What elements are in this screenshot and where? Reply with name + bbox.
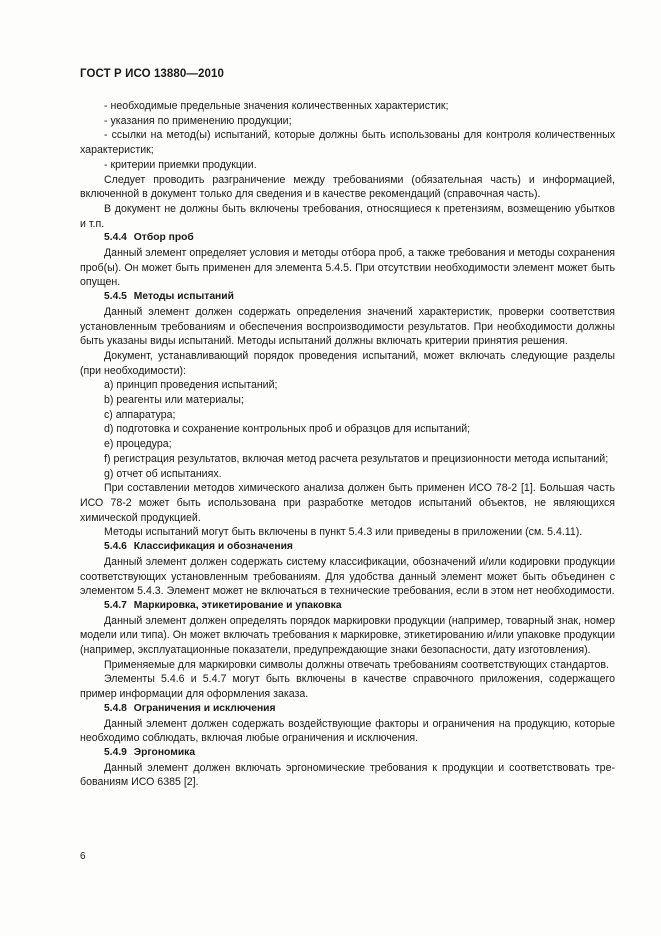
paragraph: Данный элемент должен определять порядок маркировки продукции (например, товарный знак, номер модели или типа). Он может включать требования к маркировке, этикетированию и/или упаковке продукции (например, эксплуатационные показатели, предупреждающие знаки безопасности, дату изготовления).	[80, 614, 615, 657]
list-item: - критерии приемки продукции.	[104, 158, 257, 171]
section-title: Маркировка, этикетирование и упаковка	[133, 599, 342, 611]
list-item	[80, 437, 615, 452]
section-title: Отбор проб	[133, 232, 194, 244]
section-title: Классификация и обозначения	[133, 541, 293, 553]
list-item	[80, 408, 615, 423]
list-item: - ссылки на метод(ы) испытаний, которые должны быть использованы для контроля количественных характеристик;	[80, 129, 615, 157]
paragraph: Применяемые для маркировки символы должны отвечать требованиям соответствующих стандартов.	[104, 658, 609, 671]
section-heading-5-4-4	[80, 231, 615, 246]
section-title: Ограничения и исключения	[133, 702, 276, 714]
list-marker: d)	[104, 423, 114, 436]
paragraph: Данный элемент определяет условия и методы отбора проб, а также требования и методы сохранения проб(ы). Он может быть применен для элемента 5.4.5. При отсутствии необходимости элемент может быть опущен.	[80, 247, 615, 289]
list-item: - указания по применению продукции;	[104, 114, 292, 127]
paragraph: Методы испытаний могут быть включены в пункт 5.4.3 или приведены в приложении (см. 5.4.11).	[104, 526, 583, 539]
paragraph: В документ не должны быть включены требования, относящиеся к претензиям, возмещению убытков и т.п.	[80, 202, 615, 230]
paragraph: Данный элемент должен содержать определения значений характеристик, проверки соответствия установленным требованиям и обеспечения воспроизводимости результатов. При необходимости должны быть указаны виды испытаний. Методы испытаний должны включать критерии принятия решения.	[80, 305, 615, 348]
paragraph: Данный элемент должен содержать систему классификации, обозначений и/или кодировки продукции соответствующих установленным требованиям. Для удобства данный элемент может быть объединен с элементом 5.4.3. Элемент может не включаться в технические требования, если в этом нет необходимости.	[80, 555, 615, 598]
paragraph: Данный элемент должен содержать воздействующие факторы и ограничения на продукцию, которые необходимо соблюдать, включая любые ограничения и исключения.	[80, 717, 615, 745]
list-text: отчет об испытаниях.	[116, 467, 222, 480]
list-item	[80, 467, 615, 482]
paragraph: Документ, устанавливающий порядок проведения испытаний, может включать следующие разделы (при необходимости):	[80, 349, 615, 377]
section-number: 5.4.6	[104, 541, 127, 553]
paragraph: Следует проводить разграничение между требованиями (обязательная часть) и информацией, включенной в документ только для сведения и в качестве рекомендаций (справочная часть).	[80, 173, 615, 201]
section-heading-5-4-8	[80, 702, 615, 717]
list-text: процедура;	[116, 438, 172, 451]
list-item: - необходимые предельные значения количественных характеристик;	[104, 100, 449, 112]
page-number: 6	[80, 851, 86, 862]
list-marker: e)	[104, 438, 114, 451]
page-header: ГОСТ Р ИСО 13880—2010	[80, 68, 225, 80]
list-marker: f)	[104, 452, 111, 465]
list-text: реагенты или материалы;	[116, 394, 244, 407]
list-marker: b)	[104, 394, 114, 407]
list-text: аппаратура;	[115, 408, 176, 421]
list-item	[80, 452, 615, 467]
list-text: подготовка и сохранение контрольных проб и образцов для испытаний;	[116, 423, 471, 436]
section-title: Методы испытаний	[133, 291, 234, 303]
list-marker: c)	[104, 408, 113, 421]
section-title: Эргономика	[133, 746, 196, 758]
list-text: регистрация результатов, включая метод расчета результатов и прецизионности метода испытаний;	[113, 452, 609, 465]
list-item	[80, 378, 615, 393]
list-text: принцип проведения испытаний;	[116, 379, 278, 392]
list-item	[80, 422, 615, 437]
section-heading-5-4-5	[80, 290, 615, 305]
paragraph: При составлении методов химического анализа должен быть применен ИСО 78-2 [1]. Большая часть ИСО 78-2 может быть использована при разработке методов испытаний объектов, не являющихся химической продукцией.	[80, 482, 615, 524]
list-marker: g)	[104, 467, 114, 480]
list-item	[80, 393, 615, 408]
paragraph: Элементы 5.4.6 и 5.4.7 могут быть включены в качестве справочного приложения, содержащего пример информации для оформления заказа.	[80, 673, 615, 701]
list-marker: a)	[104, 379, 114, 392]
section-heading-5-4-7	[80, 599, 615, 614]
page-body	[80, 99, 615, 790]
section-heading-5-4-9	[80, 746, 615, 761]
paragraph: Данный элемент должен включать эргономические требования к продукции и соответствовать требованиям ИСО 6385 [2].	[80, 761, 615, 789]
section-number: 5.4.8	[104, 702, 127, 714]
section-number: 5.4.7	[104, 599, 127, 611]
section-number: 5.4.4	[104, 232, 127, 244]
section-number: 5.4.9	[104, 746, 127, 758]
section-heading-5-4-6	[80, 540, 615, 555]
section-number: 5.4.5	[104, 291, 127, 303]
